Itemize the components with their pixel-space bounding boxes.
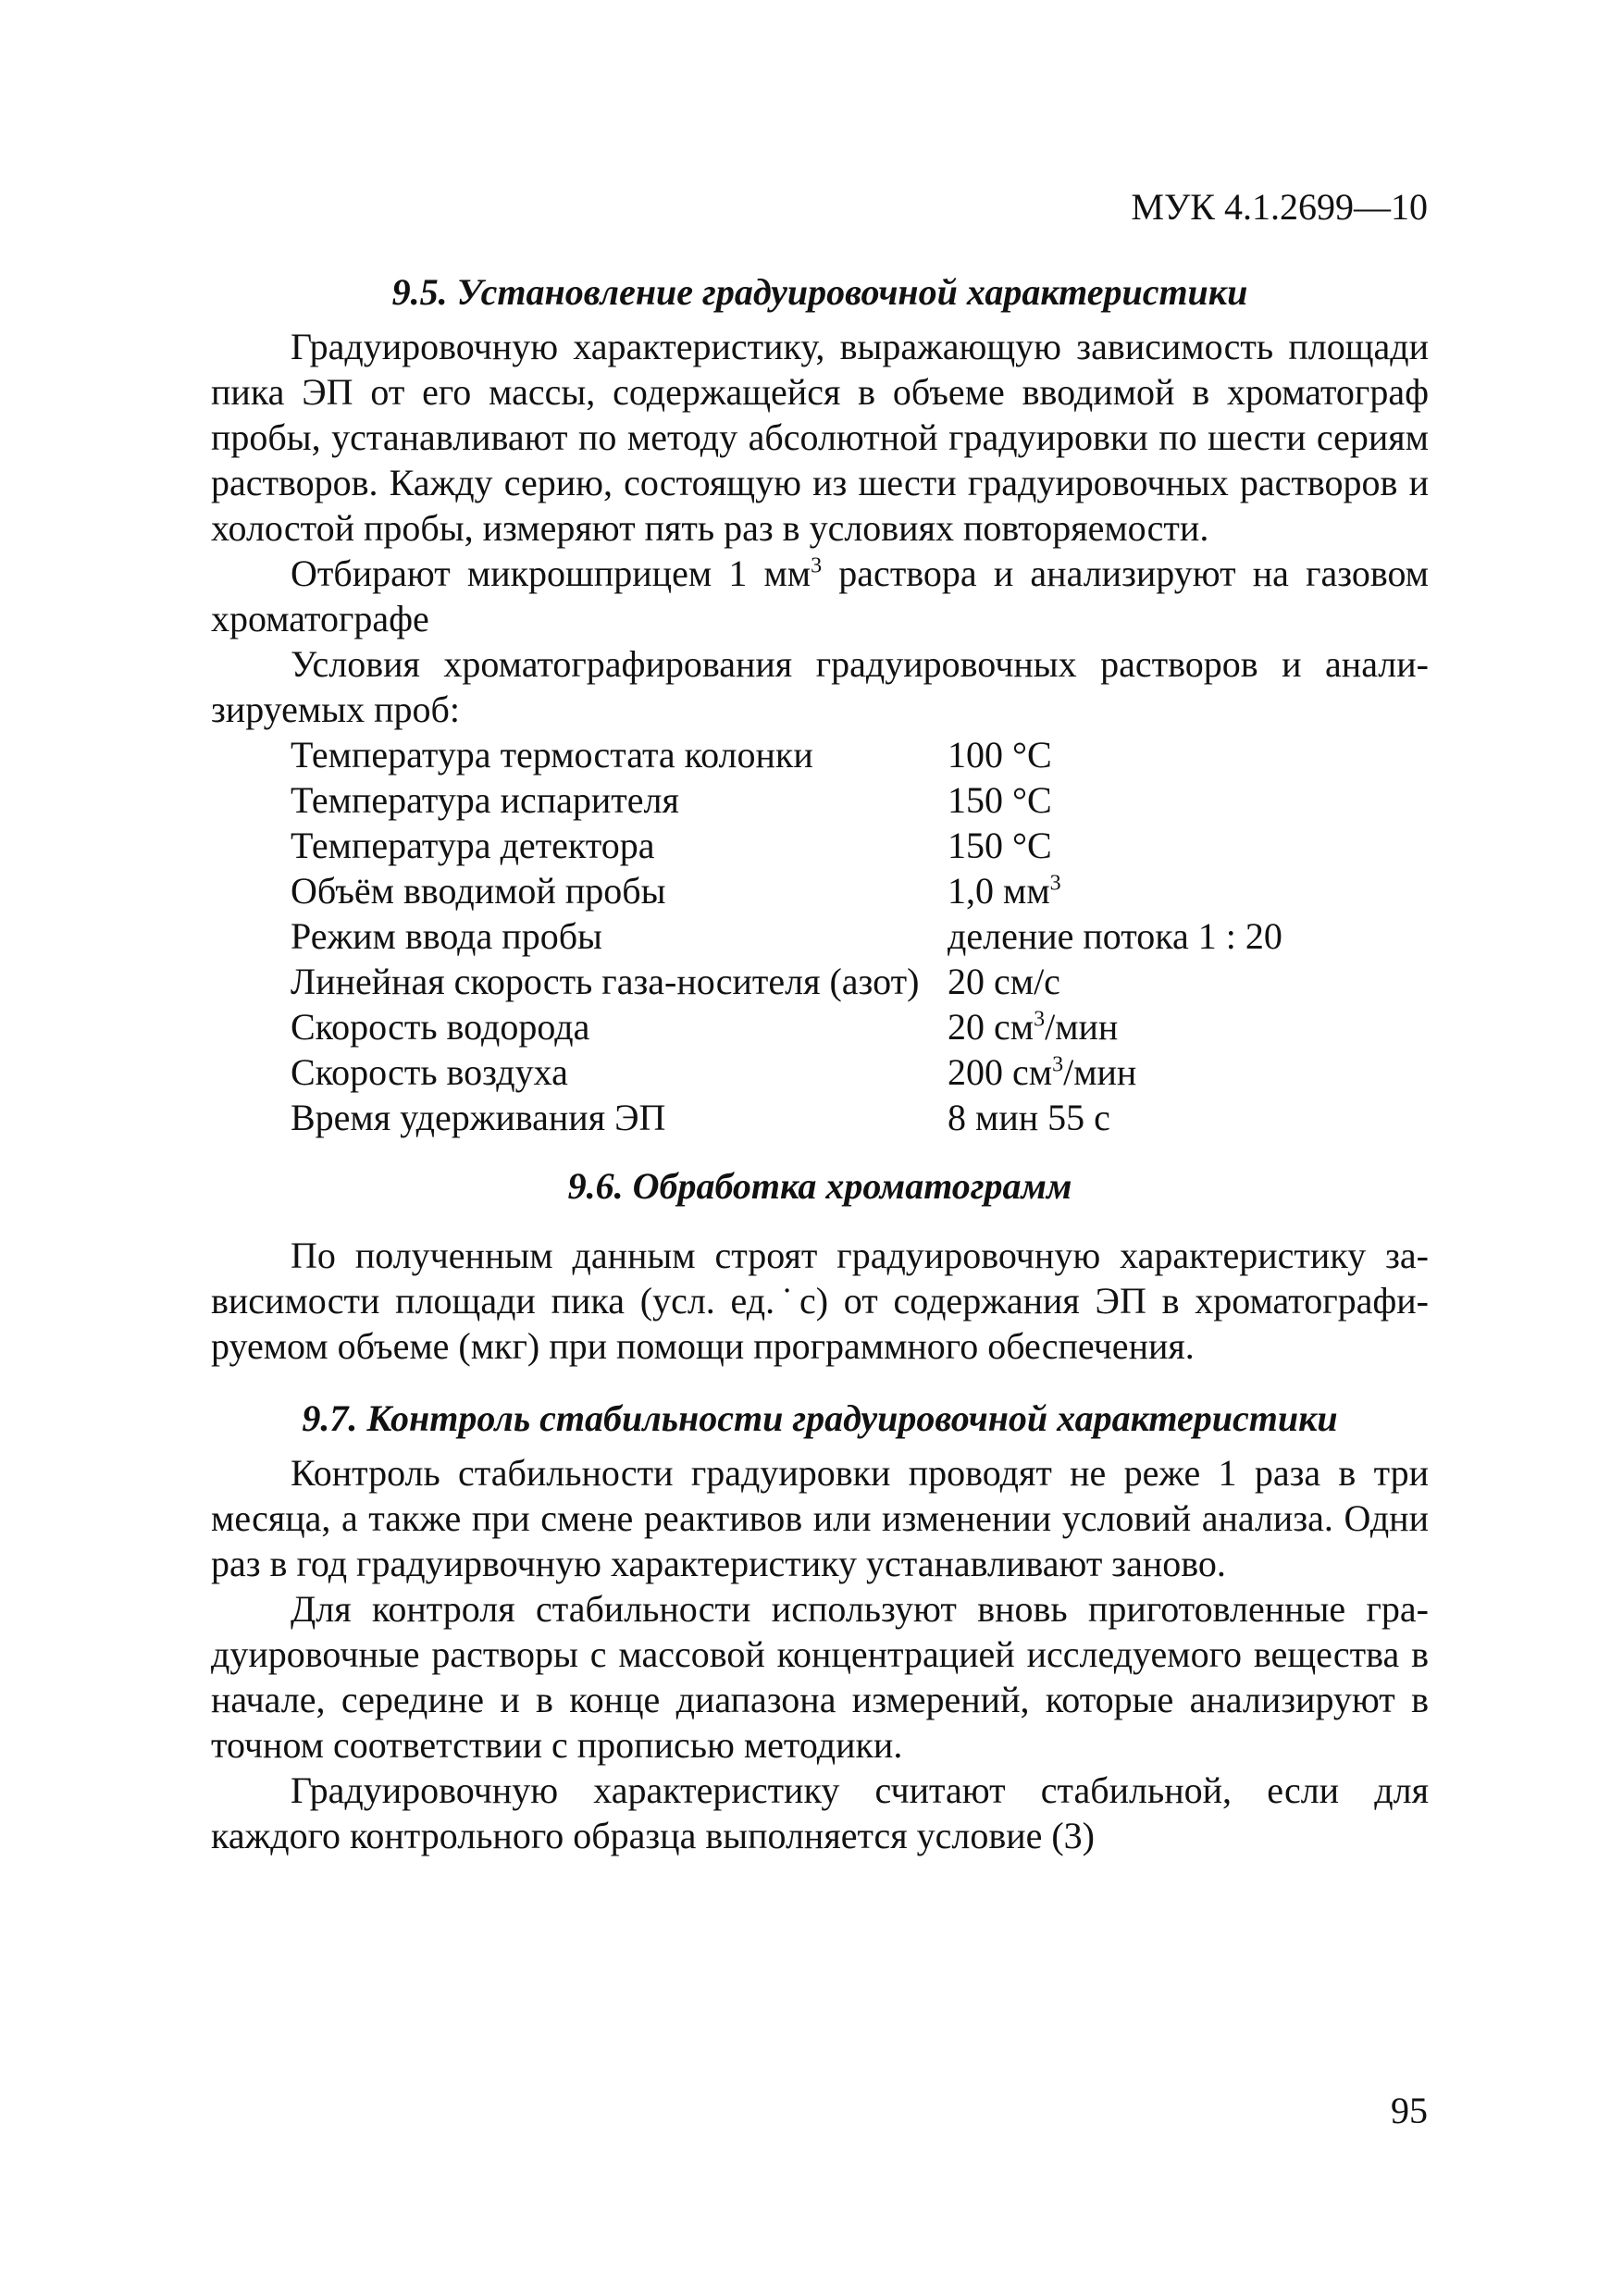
condition-name: Скорость воздуха [291, 1051, 568, 1093]
condition-row [211, 732, 1429, 777]
condition-value: 20 $см^3$/мин [948, 1006, 1119, 1048]
section-9-7-paragraph-3: Градуировочную характеристику считают стабильной, если для каждого контрольного образца выполняется условие (3) [211, 1769, 1429, 1856]
condition-value: деление потока 1 : 20 [948, 915, 1282, 957]
section-9-5-heading: 9.5. Установление градуировочной характеристики [391, 271, 1248, 313]
section-9-5-paragraph-1: Градуировочную характеристику, выражающую зависимость площади пика ЭП от его массы, содержащейся в объеме вводимой в хроматограф пробы, устанавливают по методу абсолютной градуировки по шести сериям растворов. Кажду серию, состоящую из шести градуировочных растворов и холостой пробы, измеряют пять раз в условиях повторяемости. [211, 326, 1429, 549]
condition-value: 200 $см^3$/мин [948, 1051, 1137, 1093]
paragraph-2-text-before: Отбирают микрошприцем 1 мм [291, 552, 812, 594]
paragraph-2-text-after: раствора и анализируют на газовом хроматографе [211, 552, 1429, 639]
condition-row [211, 1049, 1429, 1095]
document-code: МУК 4.1.2699—10 [1131, 186, 1428, 228]
document-body [211, 270, 1429, 1858]
condition-name: Время удерживания ЭП [291, 1097, 666, 1138]
condition-name: Температура детектора [291, 825, 655, 866]
condition-row [211, 913, 1429, 959]
condition-value: 20 см/с [948, 961, 1060, 1002]
condition-name: Объём вводимой пробы [291, 870, 666, 912]
condition-value: 150 °С [948, 779, 1052, 821]
condition-row [211, 823, 1429, 868]
condition-row [211, 1095, 1429, 1140]
condition-name: Линейная скорость газа-носителя (азот) [291, 961, 920, 1002]
section-9-6-heading: 9.6. Обработка хроматограмм [567, 1165, 1072, 1207]
condition-value: 8 мин 55 с [948, 1097, 1110, 1138]
condition-row [211, 959, 1429, 1004]
condition-name: Температура термостата колонки [291, 734, 813, 776]
condition-row [211, 868, 1429, 913]
condition-value: 1,0 $мм^3$ [948, 870, 1061, 912]
condition-name: Температура испарителя [291, 779, 679, 821]
section-9-6-paragraph-1: По полученным данным строят градуировочную характеристику зависимости площади пика (усл. ед.˙с) от содержания ЭП в хроматографируемом объеме (мкг) при помощи программного обеспечения. [211, 1235, 1429, 1367]
condition-value: 100 °С [948, 734, 1052, 776]
section-9-7-paragraph-1: Контроль стабильности градуировки проводят не реже 1 раза в три месяца, а также при смене реактивов или изменении условий анализа. Одни раз в год градуирвочную характеристику устанавливают заново. [211, 1452, 1429, 1584]
condition-name: Скорость водорода [291, 1006, 590, 1048]
paragraph-2-superscript: 3 [811, 553, 823, 578]
condition-row [211, 777, 1429, 823]
condition-name: Режим ввода пробы [291, 915, 602, 957]
condition-value: 150 °С [948, 825, 1052, 866]
page-number: 95 [1391, 2090, 1428, 2131]
section-9-7-paragraph-2: Для контроля стабильности используют вновь приготовленные градуировочные растворы с массовой концентрацией исследуемого вещества в начале, середине и в конце диапазона измерений, которые анализируют в точном соответствии с прописью методики. [211, 1588, 1429, 1766]
section-9-7-heading: 9.7. Контроль стабильности градуировочной характеристики [302, 1397, 1338, 1439]
condition-row [211, 1004, 1429, 1049]
section-9-5-paragraph-2 [211, 551, 1429, 641]
chromatography-conditions-list [211, 732, 1429, 1140]
section-9-5-paragraph-3: Условия хроматографирования градуировочных растворов и анализируемых проб: [211, 643, 1429, 730]
